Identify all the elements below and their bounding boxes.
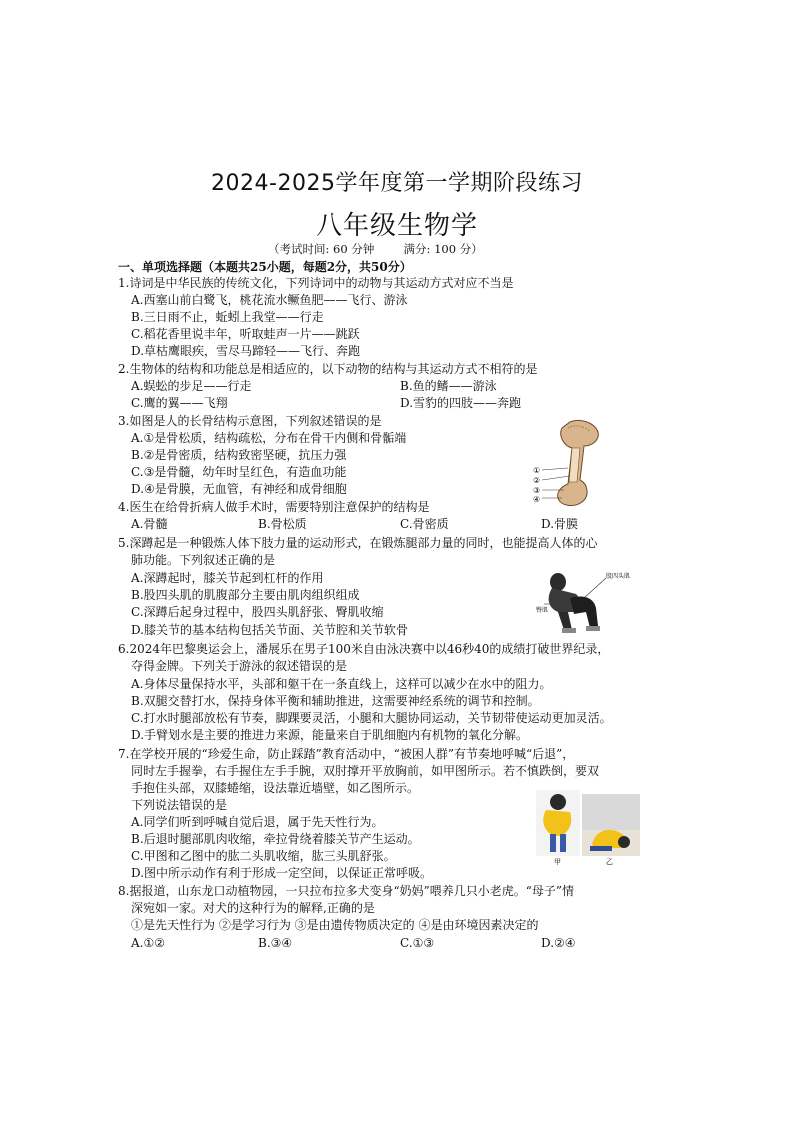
bone-label-3: ③ [533,486,541,495]
q7-option-d: D.图中所示动作有利于形成一定空间，以保证正常呼吸。 [131,866,433,880]
q8-option-a: A.①② [131,936,165,950]
safety-posture-figure [536,790,640,866]
bone-label-4: ④ [533,495,541,504]
q5-option-a: A.深蹲起时，膝关节起到杠杆的作用 [131,571,324,585]
q5-stem: 5.深蹲起是一种锻炼人体下肢力量的运动形式，在锻炼腿部力量的同时，也能提高人体的心 [118,536,598,550]
q8-option-c: C.①③ [400,936,435,950]
figure-jia-label: 甲 [554,858,561,866]
quadriceps-label: 股四头肌 [606,573,631,580]
figure-yi-label: 乙 [606,858,613,866]
section-heading: 一、单项选择题（本题共25小题，每题2分，共50分） [118,260,412,274]
q7-stem-cont2: 手抱住头部，双膝蜷缩，设法靠近墙壁，如乙图所示。 [131,781,420,795]
q4-stem: 4.医生在给骨折病人做手术时，需要特别注意保护的结构是 [118,500,430,514]
q4-option-d: D.骨膜 [541,517,579,531]
q4-option-a: A.骨髓 [131,517,168,531]
q8-option-d: D.②④ [541,936,576,950]
q7-stem-cont1: 同时左手握拳，右手握住左手手腕，双肘撑开平放胸前，如甲图所示。若不慎跌倒，要双 [131,764,600,778]
q6-option-d: D.手臂划水是主要的推进力来源，能量来自于肌细胞内有机物的氧化分解。 [131,728,529,742]
q1-option-b: B.三日雨不止，蚯蚓上我堂——行走 [131,310,324,324]
q3-option-b: B.②是骨密质，结构致密坚硬，抗压力强 [131,448,347,462]
q2-option-a: A.蜈蚣的步足——行走 [131,379,252,393]
q8-stem: 8.据报道，山东龙口动植物园，一只拉布拉多犬变身“奶妈”喂养几只小老虎。“母子”情 [118,884,574,898]
q7-option-a: A.同学们听到呼喊自觉后退，属于先天性行为。 [131,815,384,829]
q1-stem: 1.诗词是中华民族的传统文化，下列诗词中的动物与其运动方式对应不当是 [118,276,514,290]
q5-option-d: D.膝关节的基本结构包括关节面、关节腔和关节软骨 [131,623,409,637]
q4-option-b: B.骨松质 [258,517,307,531]
bone-label-1: ① [533,466,541,475]
q8-stem-cont: 深宛如一家。对犬的这种行为的解释,正确的是 [131,901,375,915]
q5-stem-cont: 肺功能。下列叙述正确的是 [131,553,276,567]
q6-option-a: A.身体尽量保持水平，头部和躯干在一条直线上，这样可以减少在水中的阻力。 [131,677,552,691]
q2-option-c: C.鹰的翼——飞翔 [131,396,228,410]
exam-title: 2024-2025学年度第一学期阶段练习 [211,171,583,196]
q6-stem-cont: 夺得金牌。下列关于游泳的叙述错误的是 [131,659,348,673]
subject-title: 八年级生物学 [315,211,478,241]
q1-option-a: A.西塞山前白鹭飞，桃花流水鳜鱼肥——飞行、游泳 [131,293,408,307]
q7-option-b: B.后退时腿部肌肉收缩，牵拉骨绕着膝关节产生运动。 [131,832,420,846]
q5-option-b: B.股四头肌的肌腹部分主要由肌肉组织组成 [131,588,360,602]
q5-option-c: C.深蹲后起身过程中，股四头肌舒张、臀肌收缩 [131,605,384,619]
q3-stem: 3.如图是人的长骨结构示意图，下列叙述错误的是 [118,414,382,428]
q6-option-c: C.打水时腿部放松有节奏，脚踝要灵活，小腿和大腿协同运动，关节韧带使运动更加灵活。 [131,711,612,725]
q3-option-a: A.①是骨松质，结构疏松，分布在骨干内侧和骨骺端 [131,431,407,445]
q1-option-d: D.草枯鹰眼疾，雪尽马蹄轻——飞行、奔跑 [131,344,361,358]
q2-option-d: D.雪豹的四肢——奔跑 [400,396,522,410]
long-bone-figure [528,418,606,508]
q6-option-b: B.双腿交替打水，保持身体平衡和辅助推进，这需要神经系统的调节和控制。 [131,694,540,708]
gluteus-label: 臀肌 [536,607,549,614]
exam-info: （考试时间: 60 分钟 满分: 100 分） [268,242,483,256]
q1-option-c: C.稻花香里说丰年，听取蛙声一片——跳跃 [131,327,360,341]
q6-stem: 6.2024年巴黎奥运会上，潘展乐在男子100米自由泳决赛中以46秒40的成绩打破世界纪录， [118,642,610,656]
q8-option-b: B.③④ [258,936,293,950]
q2-stem: 2.生物体的结构和功能总是相适应的，以下动物的结构与其运动方式不相符的是 [118,362,538,376]
bone-label-2: ② [533,476,541,485]
q8-statements: ①是先天性行为 ②是学习行为 ③是由遗传物质决定的 ④是由环境因素决定的 [131,918,539,932]
q7-stem: 7.在学校开展的“珍爱生命，防止踩踏”教育活动中，“被困人群”有节奏地呼喊“后退”， [118,747,575,761]
q4-option-c: C.骨密质 [400,517,449,531]
q3-option-c: C.③是骨髓，幼年时呈红色，有造血功能 [131,465,347,479]
q7-stem-cont3: 下列说法错误的是 [131,798,228,812]
q2-option-b: B.鱼的鳍——游泳 [400,379,497,393]
squat-figure [536,568,646,636]
q3-option-d: D.④是骨膜，无血管，有神经和成骨细胞 [131,482,347,496]
q7-option-c: C.甲图和乙图中的肱二头肌收缩，肱三头肌舒张。 [131,849,396,863]
